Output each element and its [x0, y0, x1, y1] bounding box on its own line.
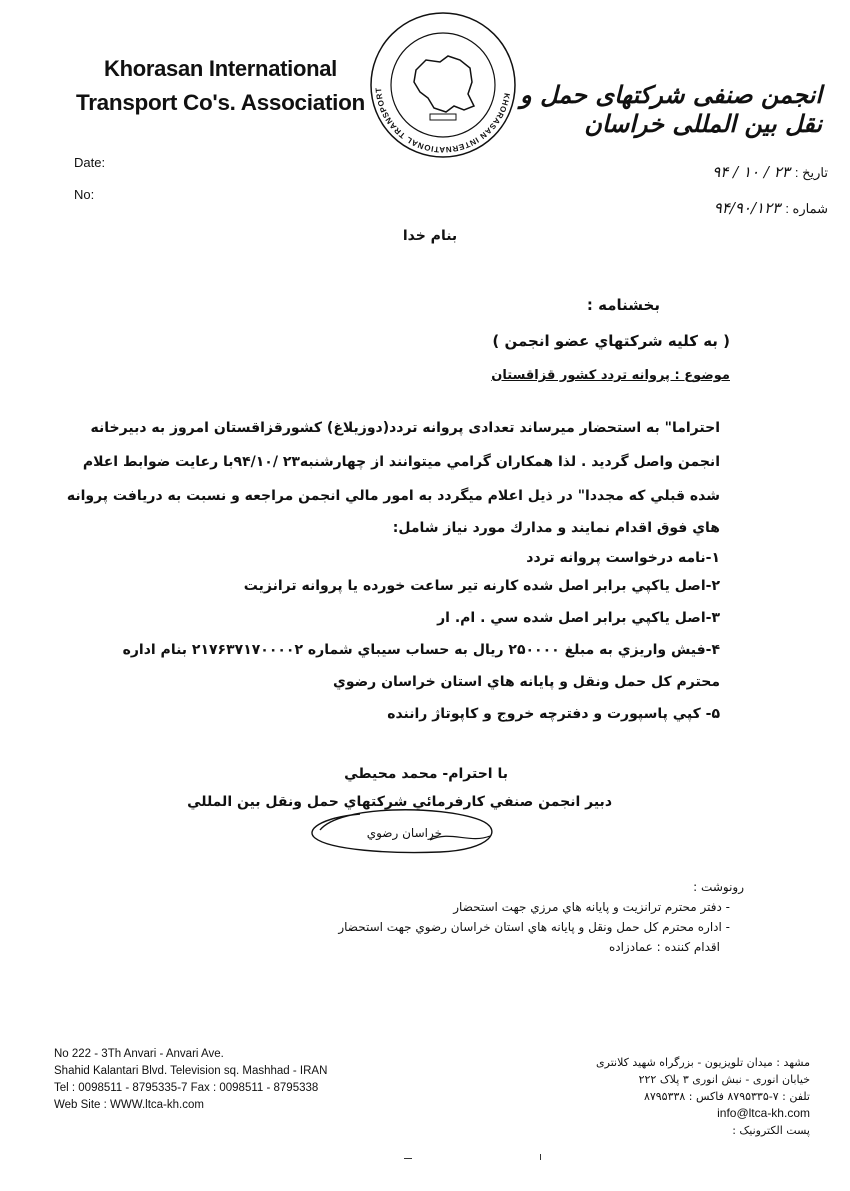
- number-label-fa: شماره :: [785, 201, 828, 216]
- subject-line: موضوع : پروانه تردد كشور قزاقستان: [491, 368, 730, 383]
- paragraph-line: انجمن واصل گرديد . لذا همكاران گرامي ميتوانند از چهارشنبه۲۳ /۹۴/۱۰با رعايت ضوابط اعلام: [82, 454, 720, 470]
- list-item: محترم كل حمل ونقل و پايانه هاي استان خراسان رضوي: [333, 674, 720, 690]
- list-item: ۵- كپي پاسپورت و دفترچه خروج و كاپوتاژ راننده: [387, 706, 720, 722]
- footer-email[interactable]: info@ltca-kh.com: [717, 1106, 810, 1120]
- footer-en-line: Shahid Kalantari Blvd. Television sq. Mashhad - IRAN: [54, 1065, 328, 1077]
- date-value: ۲۳ / ۱۰ / ۹۴: [712, 163, 790, 181]
- footer-address-english: [54, 1046, 327, 1114]
- paragraph-line: هاي فوق اقدام نمايند و مدارك مورد نياز شامل:: [392, 520, 720, 536]
- bottom-mark: [540, 1154, 547, 1160]
- footer-fa-line: [550, 1105, 810, 1122]
- list-item: اقدام كننده : عمادزاده: [608, 940, 720, 954]
- bottom-mark: [404, 1158, 412, 1159]
- list-item: ۱-نامه درخواست پروانه تردد: [526, 550, 720, 566]
- signature-scribble-icon: [300, 800, 520, 870]
- date-field: [628, 162, 828, 181]
- paragraph-line: شده قبلي كه مجددا" در ذيل اعلام ميگردد به امور مالي انجمن مراجعه و نسبت به دريافت پروانه: [66, 488, 720, 504]
- footer-fa-line: تلفن : ۷-۸۷۹۵۳۳۵ فاکس : ۸۷۹۵۳۳۸: [643, 1090, 810, 1103]
- paragraph-line: احتراما" به استحضار ميرساند تعدادى پروانه تردد(دوزيلاغ) كشورقزاقستان امروز به دبيرخانه: [90, 420, 720, 436]
- signature-region: خراسان رضوي: [366, 826, 442, 840]
- list-item: ۳-اصل ياكپي برابر اصل شده سي . ام. ار: [437, 610, 720, 626]
- number-value: ۹۴/۹۰/۱۲۳: [713, 199, 781, 217]
- number-field: [628, 198, 828, 217]
- salutation: بنام خدا: [402, 228, 458, 244]
- footer-en-line: Tel : 0098511 - 8795335-7 Fax : 0098511 - 8795338: [54, 1082, 319, 1094]
- cc-label: رونوشت :: [693, 880, 744, 894]
- list-item: - اداره محترم كل حمل ونقل و پايانه هاي استان خراسان رضوي جهت استحضار: [338, 920, 730, 934]
- footer-en-line: Web Site : WWW.ltca-kh.com: [54, 1099, 204, 1111]
- date-label-fa: تاریخ :: [794, 165, 828, 180]
- footer-fa-line: پست الکترونیک :: [732, 1124, 810, 1137]
- org-name-english: [104, 54, 337, 84]
- signature-title: دبير انجمن صنفي كارفرمائي شركتهاي حمل ونقل بين المللي: [187, 794, 612, 810]
- list-item: ۴-فيش واريزي به مبلغ ۲۵۰۰۰۰ ريال به حساب سيباي شماره ۲۱۷۶۳۷۱۷۰۰۰۰۲ بنام اداره: [122, 642, 720, 658]
- date-label-en: Date:: [74, 155, 106, 170]
- org-name-english-line2: [76, 88, 365, 118]
- footer-address-persian: [550, 1054, 810, 1139]
- number-label-en: No:: [74, 187, 95, 202]
- signature-regards: با احترام- محمد محيطي: [344, 766, 508, 782]
- circular-heading: بخشنامه :: [586, 296, 660, 314]
- footer-fa-line: خیابان انوری - نبش انوری ۳ پلاک ۲۲۲: [638, 1073, 810, 1086]
- list-item: ۲-اصل ياكپي برابر اصل شده كارنه تير ساعت خورده يا پروانه ترانزيت: [243, 578, 720, 594]
- list-item: - دفتر محترم ترانزيت و پايانه هاي مرزي جهت استحضار: [453, 900, 730, 914]
- footer-en-line: No 222 - 3Th Anvari - Anvari Ave.: [54, 1048, 224, 1060]
- org-name-en-line1: Khorasan International: [104, 56, 337, 81]
- cc-bullet: -: [721, 900, 730, 914]
- cc-bullet: -: [721, 920, 730, 934]
- footer-fa-line: مشهد : میدان تلویزیون - بزرگراه شهید کلانتری: [596, 1056, 810, 1069]
- org-name-en-line2: Transport Co's. Association: [76, 90, 365, 115]
- org-name-persian: انجمن صنفی شرکتهای حمل و نقل بین المللی خراسان: [520, 80, 822, 138]
- recipients-line: ( به كليه شركتهاي عضو انجمن ): [492, 332, 730, 350]
- logo-ring-text: KHORASAN INTERNATIONAL TRANSPORT: [373, 86, 512, 155]
